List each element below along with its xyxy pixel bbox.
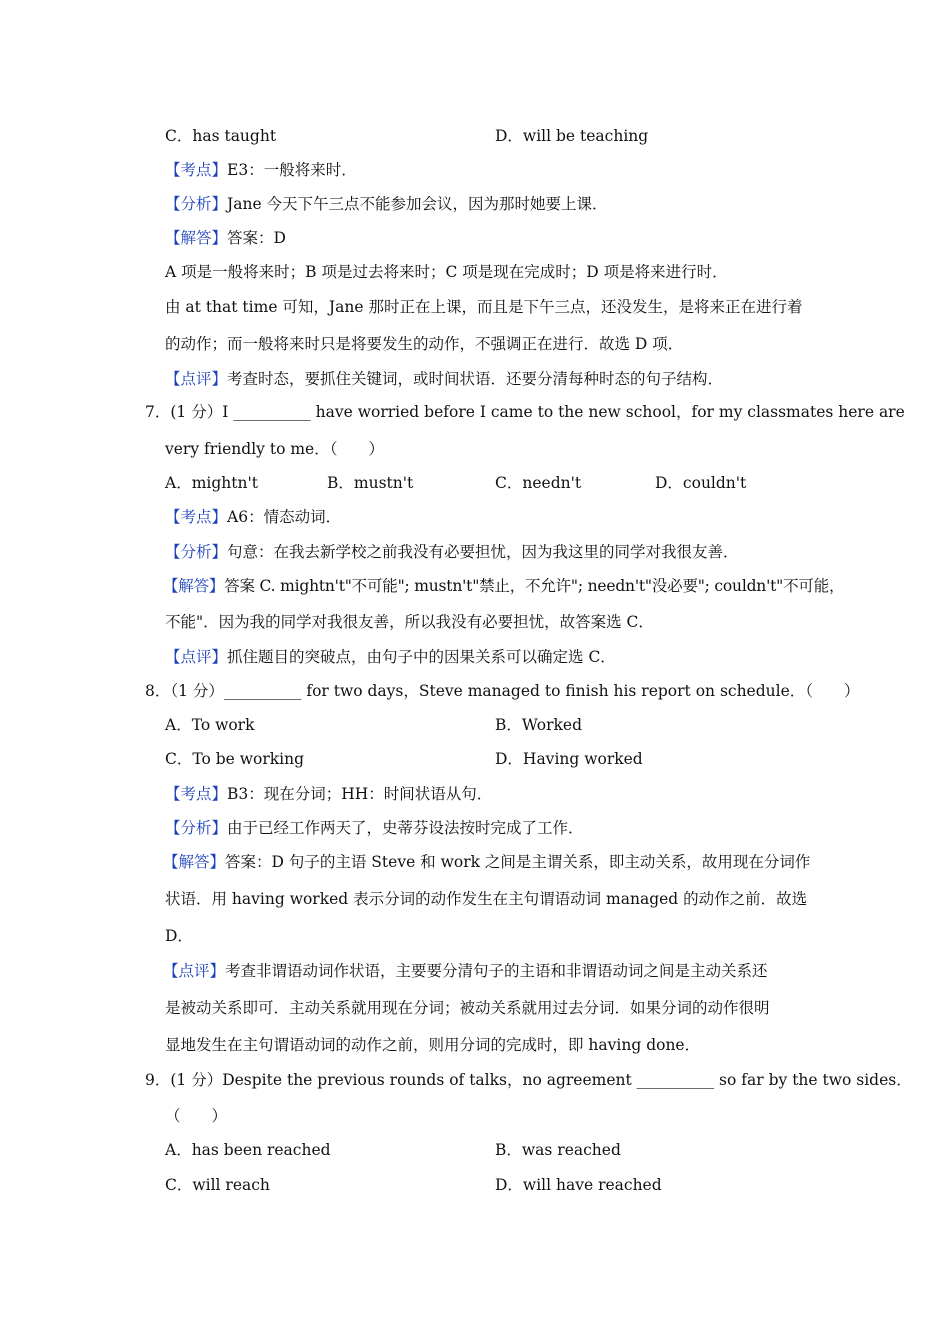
q7-stem-line2: very friendly to me．（ ） bbox=[165, 440, 384, 458]
q6-option-d: D．will be teaching bbox=[495, 127, 649, 145]
q7-stem-line1: 7．(1 分）I __________ have worried before I came to the new school，for my classmates here are bbox=[145, 403, 905, 421]
q7-fenxi bbox=[165, 535, 739, 569]
q9-option-a: A．has been reached bbox=[165, 1141, 331, 1159]
q7-jieda bbox=[163, 569, 844, 603]
q6-dianping bbox=[165, 362, 723, 396]
q8-jieda-text: 答案：D 句子的主语 Steve 和 work 之间是主谓关系，即主动关系，故用现在分词作 bbox=[225, 853, 811, 871]
q8-option-b: B．Worked bbox=[495, 716, 582, 734]
dianping-tag: 【点评】 bbox=[165, 648, 228, 666]
q6-fenxi-text: Jane 今天下午三点不能参加会议，因为那时她要上课． bbox=[227, 195, 608, 213]
q8-fenxi bbox=[165, 811, 584, 845]
q7-dianping bbox=[165, 640, 616, 674]
fenxi-tag: 【分析】 bbox=[165, 195, 228, 213]
q8-option-d: D．Having worked bbox=[495, 750, 643, 768]
q9-option-d: D．will have reached bbox=[495, 1176, 662, 1194]
q7-fenxi-text: 句意：在我去新学校之前我没有必要担忧，因为我这里的同学对我很友善． bbox=[227, 543, 739, 561]
q8-stem: 8．（1 分）__________ for two days，Steve managed to finish his report on schedule．（ ） bbox=[145, 682, 860, 700]
q9-stem-line2: （ ） bbox=[165, 1107, 228, 1125]
q6-option-c: C．has taught bbox=[165, 127, 277, 145]
q8-dianping-text: 考查非谓语动词作状语，主要要分清句子的主语和非谓语动词之间是主动关系还 bbox=[225, 962, 768, 980]
q7-option-b: B．mustn't bbox=[327, 474, 414, 492]
q7-option-a: A．mightn't bbox=[165, 474, 258, 492]
q7-option-c: C．needn't bbox=[495, 474, 582, 492]
q6-jieda-line4: 的动作；而一般将来时只是将要发生的动作，不强调正在进行．故选 D 项． bbox=[165, 335, 684, 353]
jieda-tag: 【解答】 bbox=[165, 229, 228, 247]
q6-jieda-line3: 由 at that time 可知，Jane 那时正在上课，而且是下午三点，还没发生，是将来正在进行着 bbox=[165, 298, 803, 316]
q7-option-d: D．couldn't bbox=[655, 474, 747, 492]
q8-dianping bbox=[163, 954, 768, 988]
q7-jieda-text: 答案 C. mightn't"不可能"; mustn't"禁止，不允许"; needn't"没必要"; couldn't"不可能， bbox=[224, 577, 845, 595]
q8-jieda-line2: 状语．用 having worked 表示分词的动作发生在主句谓语动词 managed 的动作之前．故选 bbox=[165, 890, 808, 908]
fenxi-tag: 【分析】 bbox=[165, 543, 228, 561]
q7-jieda-line2: 不能"．因为我的同学对我很友善，所以我没有必要担忧，故答案选 C． bbox=[165, 613, 654, 631]
kaodian-tag: 【考点】 bbox=[165, 785, 228, 803]
q6-jieda-line2: A 项是一般将来时；B 项是过去将来时；C 项是现在完成时；D 项是将来进行时． bbox=[165, 263, 728, 281]
kaodian-tag: 【考点】 bbox=[165, 161, 228, 179]
q6-jieda-text: 答案：D bbox=[227, 229, 286, 247]
dianping-tag: 【点评】 bbox=[165, 370, 228, 388]
q8-dianping-line2: 是被动关系即可．主动关系就用现在分词；被动关系就用过去分词．如果分词的动作很明 bbox=[165, 999, 770, 1017]
q9-stem-line1: 9．(1 分）Despite the previous rounds of talks，no agreement __________ so far by the two sides． bbox=[145, 1071, 912, 1089]
dianping-tag: 【点评】 bbox=[163, 962, 226, 980]
q7-kaodian bbox=[165, 500, 341, 534]
q6-kaodian bbox=[165, 153, 357, 187]
q8-option-c: C．To be working bbox=[165, 750, 305, 768]
q9-option-b: B．was reached bbox=[495, 1141, 621, 1159]
q8-dianping-line3: 显地发生在主句谓语动词的动作之前，则用分词的完成时，即 having done． bbox=[165, 1036, 701, 1054]
q9-option-c: C．will reach bbox=[165, 1176, 270, 1194]
kaodian-tag: 【考点】 bbox=[165, 508, 228, 526]
jieda-tag: 【解答】 bbox=[163, 577, 225, 595]
fenxi-tag: 【分析】 bbox=[165, 819, 228, 837]
q8-kaodian bbox=[165, 777, 492, 811]
jieda-tag: 【解答】 bbox=[163, 853, 226, 871]
q6-kaodian-text: E3：一般将来时． bbox=[227, 161, 357, 179]
q7-kaodian-text: A6：情态动词． bbox=[227, 508, 342, 526]
q7-dianping-text: 抓住题目的突破点，由句子中的因果关系可以确定选 C． bbox=[227, 648, 616, 666]
q8-kaodian-text: B3：现在分词；HH：时间状语从句． bbox=[227, 785, 493, 803]
q8-option-a: A．To work bbox=[165, 716, 255, 734]
q8-fenxi-text: 由于已经工作两天了，史蒂芬设法按时完成了工作． bbox=[227, 819, 584, 837]
q6-fenxi bbox=[165, 187, 608, 221]
q8-jieda-line3: D． bbox=[165, 927, 193, 945]
q8-jieda bbox=[163, 845, 810, 879]
q6-jieda bbox=[165, 221, 286, 255]
q6-dianping-text: 考查时态，要抓住关键词，或时间状语．还要分清每种时态的句子结构． bbox=[227, 370, 724, 388]
